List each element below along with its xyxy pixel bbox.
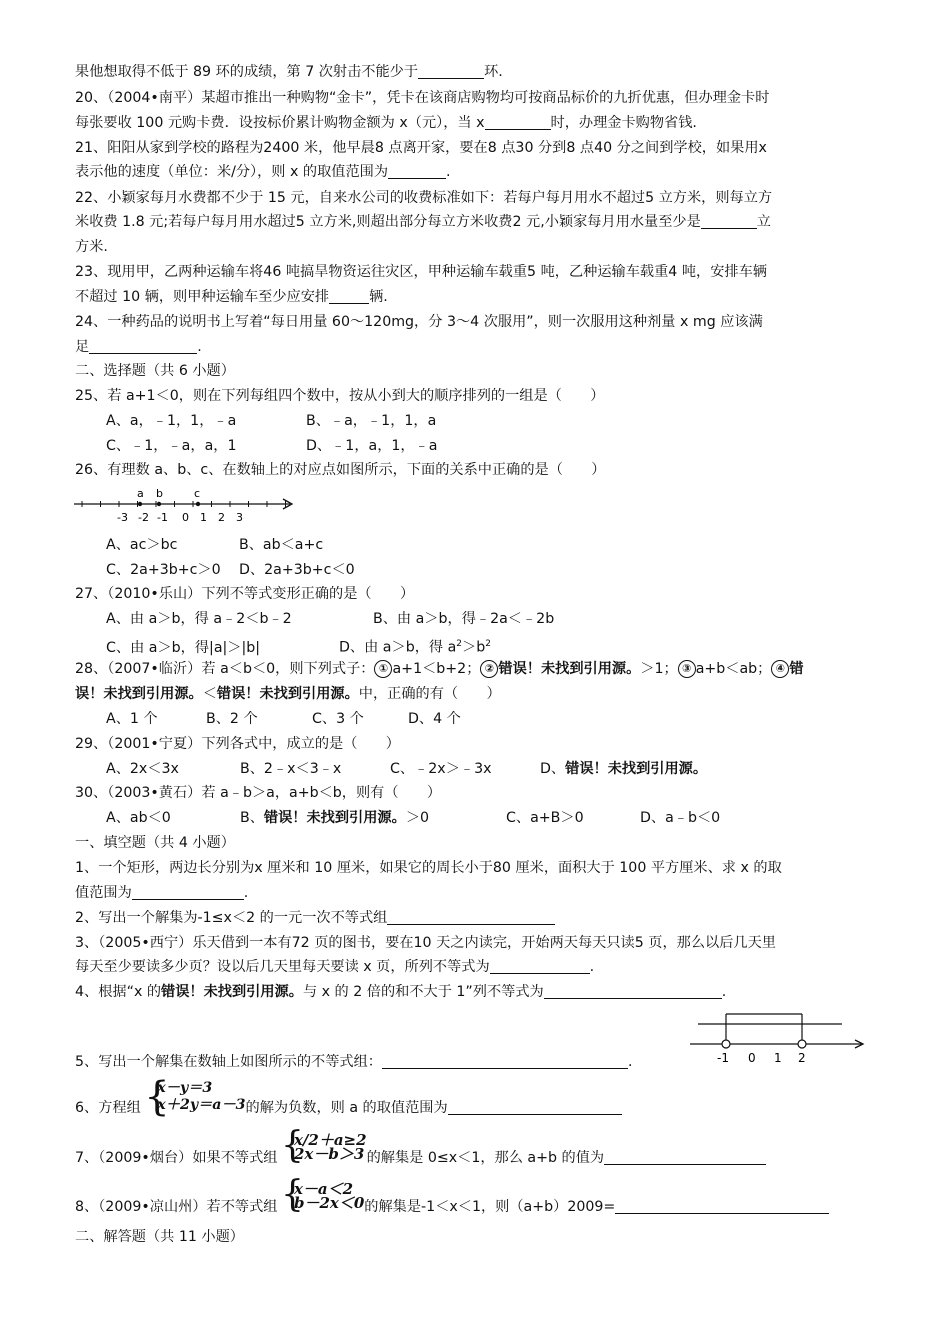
q27-options-row1 [106,609,554,629]
option-c[interactable]: C、3 个 [312,711,364,727]
q22-line1: 22、小颖家每月水费都不少于 15 元，自来水公司的收费标准如下：若每户每月用水不超过5 立方米，则每立方 [75,190,773,206]
q21-line1: 21、阳阳从家到学校的路程为2400 米，他早晨8 点离开家，要在8 点30 分到8 点40 分之间到学校，如果用x [75,140,767,156]
reference-error: 错误！未找到引用源。 [216,686,359,702]
option-b[interactable]: B、由 a＞b，得﹣2a＜﹣2b [373,611,555,627]
answer-blank[interactable] [89,338,197,354]
f3-line2: 每天至少要读多少页？设以后几天里每天要读 x 页，所列不等式为 . [75,959,595,975]
q26-stem: 26、有理数 a、b、c、在数轴上的对应点如图所示，下面的关系中正确的是（ ） [75,462,606,478]
option-a[interactable]: A、ab＜0 [106,810,171,826]
option-c[interactable]: C、2a+3b+c＞0 [106,562,221,578]
answer-blank[interactable] [701,213,757,229]
option-c[interactable]: C、a+B＞0 [506,810,584,826]
f6-line: 6、方程组 { x－y＝3 x＋2y＝a－3 的解为负数，则 a 的取值范围为 [75,1098,622,1118]
section-heading-fill: 一、填空题（共 4 小题） [75,835,235,851]
q24-line1: 24、一种药品的说明书上写着“每日用量 60～120mg，分 3～4 次服用”，则一次服用这种剂量 x mg 应该满 [75,314,763,330]
option-a[interactable]: A、由 a＞b，得 a﹣2＜b﹣2 [106,611,292,627]
tick-label: 2 [218,511,225,524]
reference-error: 误！未找到引用源。 [75,686,203,702]
q26-options-row2 [106,560,355,580]
option-a[interactable]: A、a，﹣1，1，﹣a [106,413,237,429]
tick-label: -2 [138,511,149,524]
equation-system: { x－y＝3 x＋2y＝a－3 [144,1074,246,1120]
option-c[interactable]: C、由 a＞b，得|a|＞|b| [106,639,261,656]
q25-stem: 25、若 a+1＜0，则在下列每组四个数中，按从小到大的顺序排列的一组是（ ） [75,388,605,404]
option-a[interactable]: A、2x＜3x [106,761,179,777]
q24-line2: 足 . [75,339,202,355]
inequality-system: { x－a＜2 b－2x＜0 [280,1174,365,1215]
answer-blank[interactable] [448,1099,622,1115]
tick-label: -3 [117,511,128,524]
q20-line2: 每张要收 100 元购卡费．设按标价累计购物金额为 x（元），当 x 时，办理金卡购物省钱. [75,115,697,131]
f7-line: 7、（2009•烟台）如果不等式组 { x/2＋a≥2 2x－b＞3 的解集是 0≤x＜1，那么 a+b 的值为 [75,1148,766,1168]
q30-options [106,808,720,828]
q29-options [106,759,707,779]
q23-line1: 23、现用甲，乙两种运输车将46 吨搞旱物资运往灾区，甲种运输车载重5 吨，乙种运输车载重4 吨，安排车辆 [75,264,767,280]
answer-blank[interactable] [388,163,446,179]
f1-line1: 1、一个矩形，两边长分别为x 厘米和 10 厘米，如果它的周长小于80 厘米，面积大于 100 平方厘米、求 x 的取 [75,860,782,876]
label-c: c [194,487,201,500]
option-d[interactable]: D、由 a＞b，得 $a^2>b^2$ [339,639,491,656]
label-b: b [156,487,163,500]
answer-blank[interactable] [490,958,590,974]
f4-line: 4、根据“x 的错误！未找到引用源。与 x 的 2 倍的和不大于 1”列不等式为 . [75,984,727,1000]
option-b[interactable]: B、2 个 [206,711,258,727]
answer-blank[interactable] [329,288,369,304]
option-d[interactable]: D、错误！未找到引用源。 [540,761,708,777]
point-a [138,502,142,506]
option-d[interactable]: D、a﹣b＜0 [640,810,721,826]
q22-line2: 米收费 1.8 元;若每户每月用水超过5 立方米,则超出部分每立方米收费2 元,小颖家每月用水量至少是 立 [75,214,771,230]
q28-line1: 28、（2007•临沂）若 a＜b＜0，则下列式子： ① a+1＜b+2； ② 错误！未找到引用源。＞1； ③ a+b＜ab； ④ 错 [75,661,804,677]
section-heading-choice: 二、选择题（共 6 小题） [75,363,235,379]
option-d[interactable]: D、﹣1，a，1，﹣a [306,438,438,454]
f5-line: 5、写出一个解集在数轴上如图所示的不等式组： . [75,1054,633,1070]
answer-blank[interactable] [615,1198,829,1214]
f8-line: 8、（2009•凉山州）若不等式组 { x－a＜2 b－2x＜0 的解集是-1＜x＜1，则（a+b）2009= [75,1197,829,1217]
tick-label: 1 [200,511,207,524]
f3-line1: 3、（2005•西宁）乐天借到一本有72 页的图书，要在10 天之内读完，开始两天每天只读5 页，那么以后几天里 [75,935,776,951]
option-d[interactable]: D、2a+3b+c＜0 [239,562,355,578]
option-b[interactable]: B、﹣a，﹣1，1，a [306,413,437,429]
q27-options-row2 [106,634,491,658]
option-a[interactable]: A、1 个 [106,711,158,727]
number-line-figure [72,486,302,526]
option-c[interactable]: C、﹣1，﹣a，a，1 [106,438,237,454]
option-b[interactable]: B、2﹣x＜3﹣x [240,761,342,777]
q19-tail: 果他想取得不低于 89 环的成绩，第 7 次射击不能少于 环. [75,64,503,80]
answer-blank[interactable] [418,63,484,79]
answer-blank[interactable] [382,1053,628,1069]
answer-blank[interactable] [132,884,244,900]
q21-line2: 表示他的速度（单位：米/分），则 x 的取值范围为 . [75,164,451,180]
option-d[interactable]: D、4 个 [408,711,461,727]
option-b[interactable]: B、ab＜a+c [239,537,324,553]
q28-options [106,709,461,729]
q23-line2: 不超过 10 辆，则甲种运输车至少应安排 辆. [75,289,388,305]
tick-label: -1 [157,511,168,524]
answer-blank[interactable] [485,114,551,130]
tick-label: 0 [182,511,189,524]
open-point [798,1040,806,1048]
q25-options-row2 [106,436,438,456]
tick-label: 3 [236,511,243,524]
solution-set-number-line [690,1010,870,1068]
label-a: a [137,487,144,500]
q29-stem: 29、（2001•宁夏）下列各式中，成立的是（ ） [75,736,400,752]
q20-line1: 20、（2004•南平）某超市推出一种购物“金卡”，凭卡在该商店购物均可按商品标价的九折优惠，但办理金卡时 [75,90,770,106]
section-heading-answer: 二、解答题（共 11 小题） [75,1229,244,1245]
tick-label: -1 [717,1051,729,1065]
inequality-system: { x/2＋a≥2 2x－b＞3 [280,1125,367,1166]
q28-line2: 误！未找到引用源。＜错误！未找到引用源。中，正确的有（ ） [75,686,501,702]
f1-line2: 值范围为 . [75,885,249,901]
q25-options-row1 [106,411,436,431]
answer-blank[interactable] [387,909,555,925]
reference-error: 错误！未找到引用源。 [161,984,303,1000]
tick-label: 0 [748,1051,756,1065]
q30-stem: 30、（2003•黄石）若 a﹣b＞a，a+b＜b，则有（ ） [75,785,442,801]
tick-label: 2 [798,1051,806,1065]
reference-error: 错误！未找到引用源。 [498,661,641,677]
point-c [196,502,200,506]
tick-label: 1 [774,1051,782,1065]
point-b [157,502,161,506]
reference-error: 错 [789,661,804,677]
open-point [722,1040,730,1048]
option-c[interactable]: C、﹣2x＞﹣3x [390,761,492,777]
f2-line: 2、写出一个解集为-1≤x＜2 的一元一次不等式组 [75,908,555,928]
reference-error: 错误！未找到引用源。 [263,810,406,826]
q26-options-row1 [106,535,323,555]
reference-error: 错误！未找到引用源。 [565,761,708,777]
q27-stem: 27、（2010•乐山）下列不等式变形正确的是（ ） [75,586,415,602]
answer-blank[interactable] [604,1149,766,1165]
answer-blank[interactable] [544,983,722,999]
q22-line3: 方米. [75,239,108,255]
option-a[interactable]: A、ac＞bc [106,537,178,553]
option-b[interactable]: B、错误！未找到引用源。＞0 [240,810,430,826]
